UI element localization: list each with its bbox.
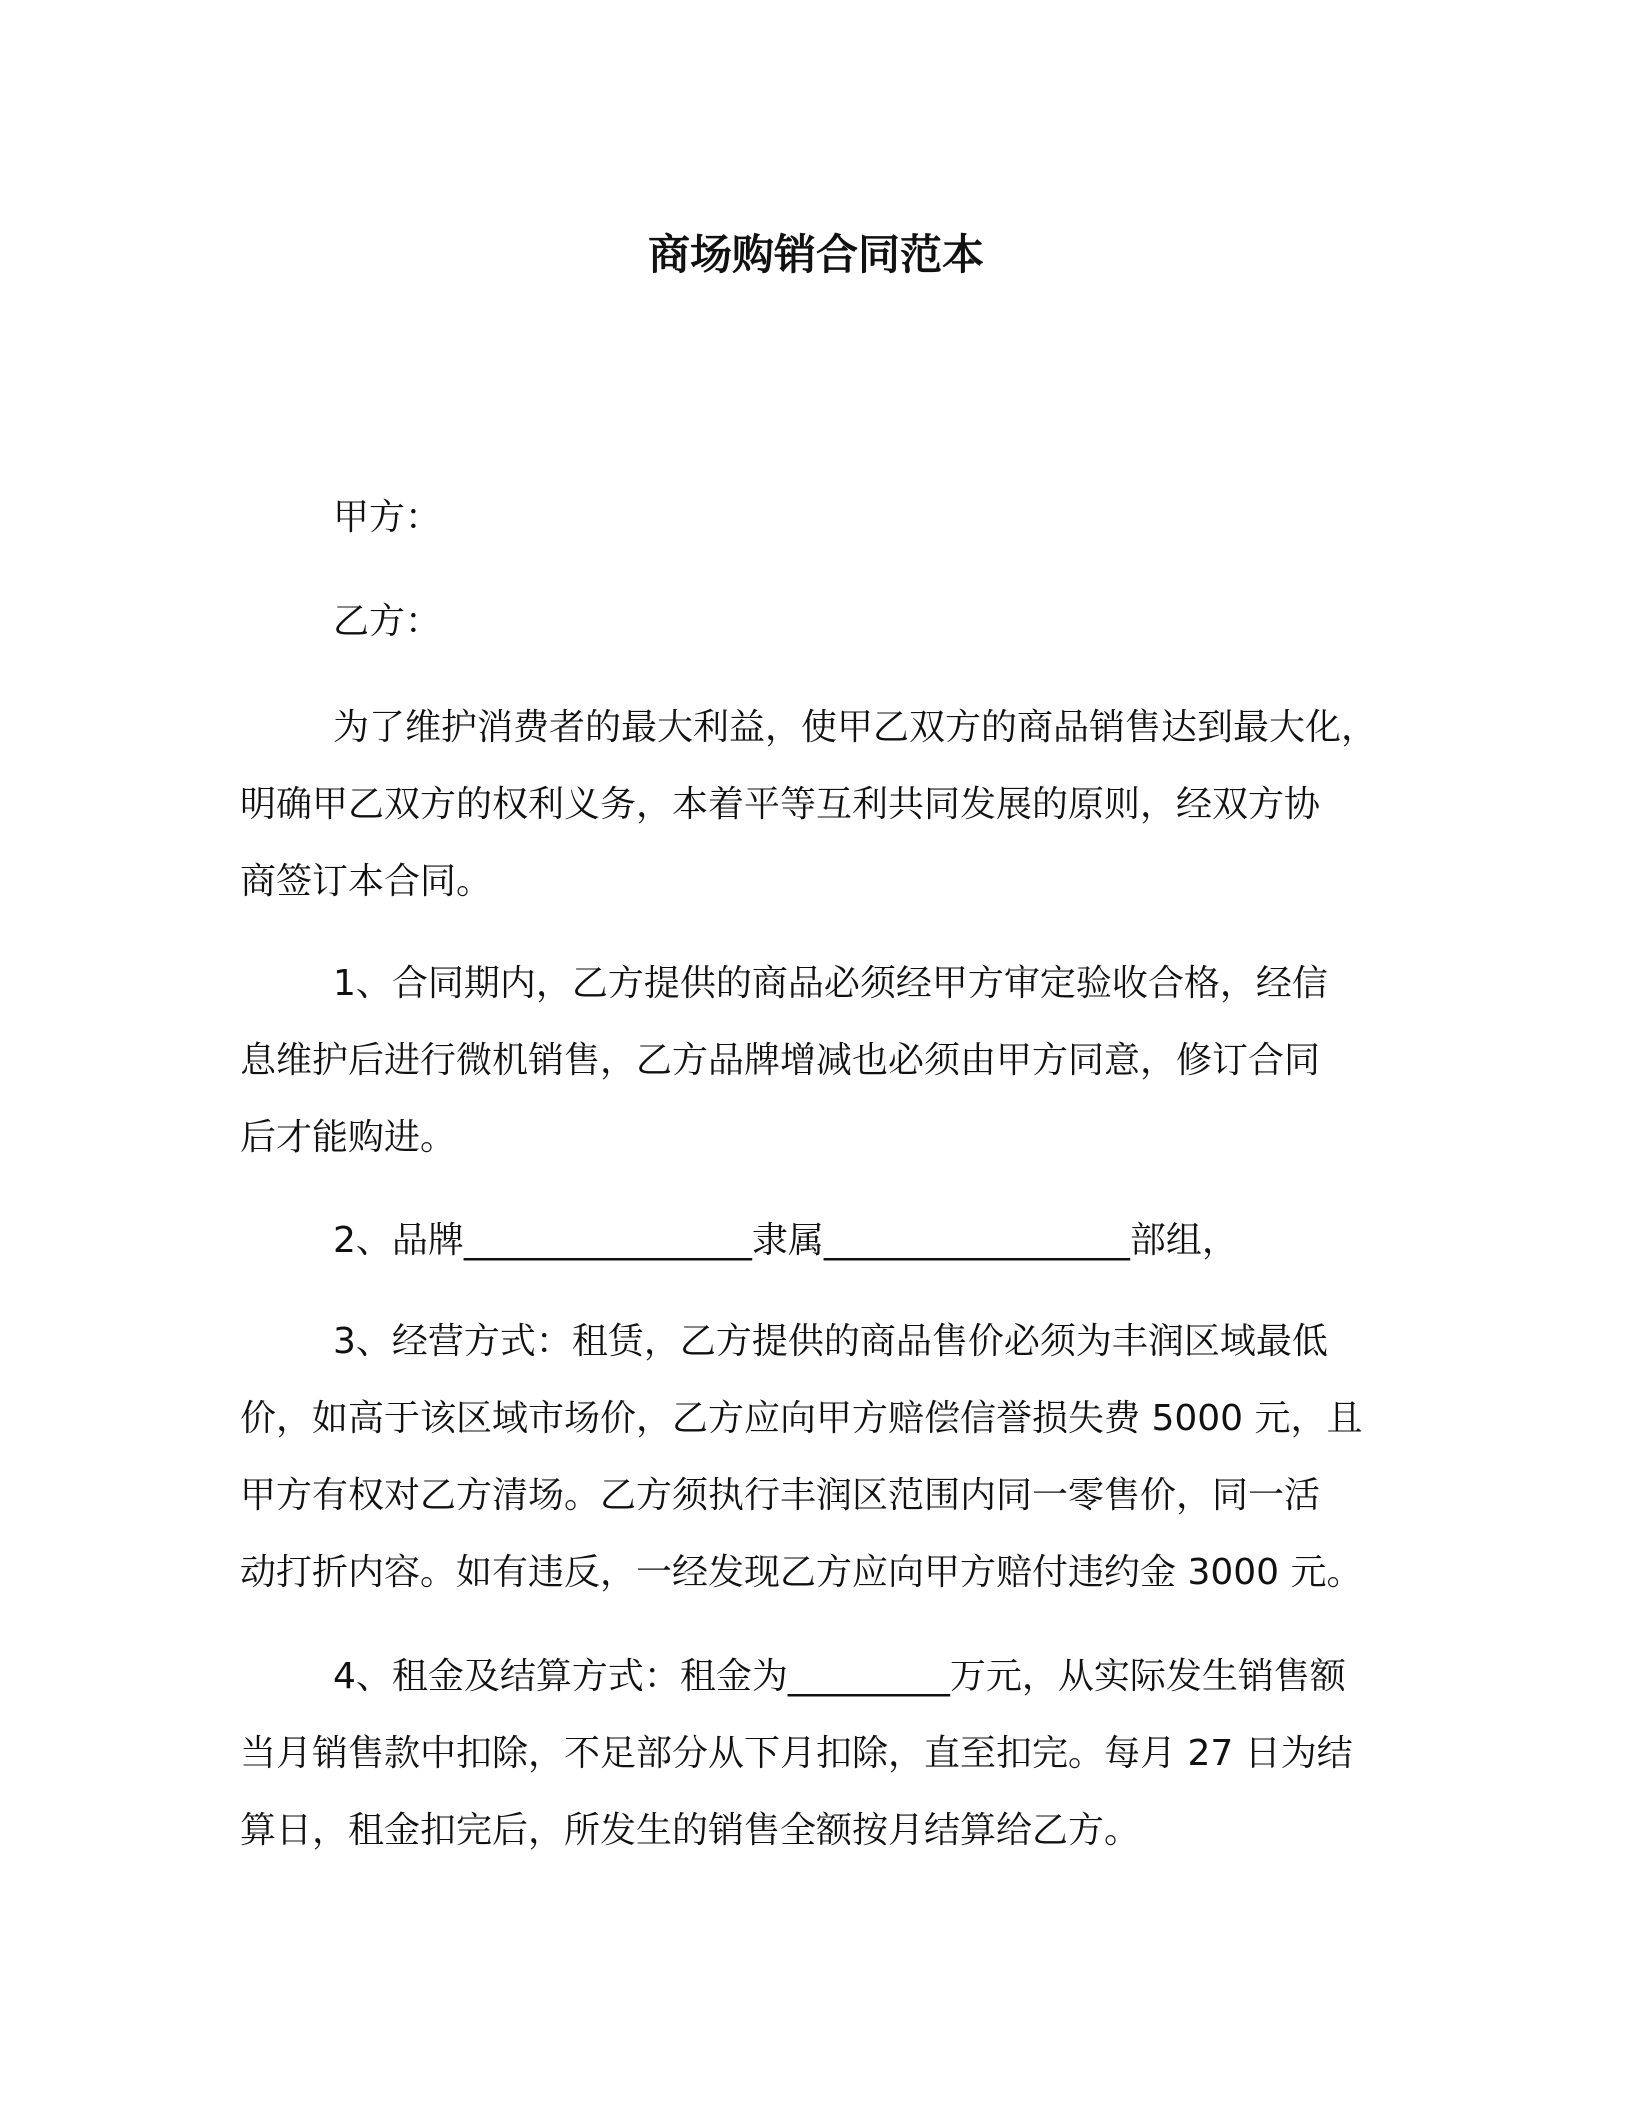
text-line: 为了维护消费者的最大利益，使甲乙双方的商品销售达到最大化， bbox=[333, 707, 1378, 748]
text-line: 当月销售款中扣除，不足部分从下月扣除，直至扣完。每月 27 日为结 bbox=[240, 1733, 1353, 1774]
text-line: 动打折内容。如有违反，一经发现乙方应向甲方赔付违约金 3000 元。 bbox=[240, 1552, 1363, 1593]
text-line: 明确甲乙双方的权利义务，本着平等互利共同发展的原则，经双方协 bbox=[240, 784, 1321, 825]
text-line: 后才能购进。 bbox=[240, 1117, 457, 1158]
party-a-label: 甲方： bbox=[333, 497, 442, 538]
text-line: 价，如高于该区域市场价，乙方应向甲方赔偿信誉损失费 5000 元，且 bbox=[240, 1398, 1363, 1439]
text-line: 4、租金及结算方式：租金为_________万元，从实际发生销售额 bbox=[333, 1656, 1346, 1697]
text-line: 甲方有权对乙方清场。乙方须执行丰润区范围内同一零售价，同一活 bbox=[240, 1475, 1321, 1516]
preamble-paragraph bbox=[240, 689, 1400, 920]
party-a-line bbox=[240, 479, 1400, 556]
clause-4-paragraph bbox=[240, 1638, 1400, 1869]
document-title: 商场购销合同范本 bbox=[647, 230, 984, 279]
party-b-line bbox=[240, 583, 1400, 660]
clause-3-paragraph bbox=[240, 1303, 1400, 1611]
party-b-label: 乙方： bbox=[333, 601, 442, 642]
text-line: 商签订本合同。 bbox=[240, 861, 493, 902]
text-line: 息维护后进行微机销售，乙方品牌增减也必须由甲方同意，修订合同 bbox=[240, 1040, 1321, 1081]
text-line: 3、经营方式：租赁，乙方提供的商品售价必须为丰润区域最低 bbox=[333, 1321, 1328, 1362]
text-line: 算日，租金扣完后，所发生的销售全额按月结算给乙方。 bbox=[240, 1810, 1141, 1851]
clause-2-paragraph bbox=[240, 1202, 1400, 1279]
text-line: 2、品牌________________隶属_________________部组， bbox=[333, 1220, 1238, 1261]
text-line: 1、合同期内，乙方提供的商品必须经甲方审定验收合格，经信 bbox=[333, 963, 1328, 1004]
clause-1-paragraph bbox=[240, 945, 1400, 1176]
